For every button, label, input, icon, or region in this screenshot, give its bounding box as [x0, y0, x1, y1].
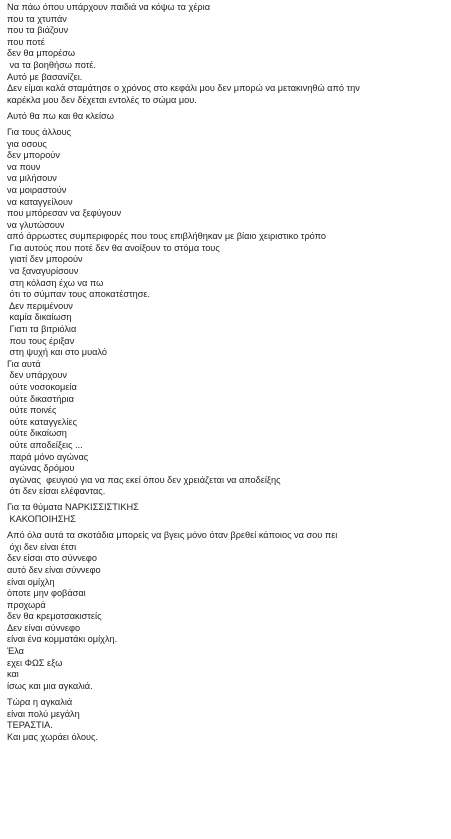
text-line: δεν μπορούν [7, 150, 60, 161]
paragraph [7, 111, 445, 123]
text-line: να πουν [7, 161, 41, 172]
text-line: Δεν είναι σύννεφο [7, 622, 81, 633]
text-line: να τα βοηθήσω ποτέ. [7, 59, 96, 70]
text-line: καμία δικαίωση [7, 312, 72, 323]
paragraph [7, 530, 445, 692]
text-line: να μιλήσουν [7, 173, 57, 184]
text-line: Έλα [7, 646, 24, 657]
text-line: αυτό δεν είναι σύννεφο [7, 564, 101, 575]
text-line: Για αυτά [7, 358, 41, 369]
text-line: Γιατι τα βιτριόλια [7, 324, 77, 335]
text-line: Και μας χωράει όλους. [7, 731, 98, 742]
text-line: γιατί δεν μπορούν [7, 254, 83, 265]
text-line: είναι ομίχλη [7, 576, 55, 587]
text-line: ούτε αποδείξεις ... [7, 439, 83, 450]
text-line: αγώνας δρόμου [7, 463, 75, 474]
text-line: ούτε ποινές [7, 405, 57, 416]
text-line: για οσους [7, 138, 47, 149]
text-line: προχωρά [7, 599, 46, 610]
text-line: να ξαναγυρίσουν [7, 266, 79, 277]
text-line: στη ψυχή και στο μυαλό [7, 347, 107, 358]
text-line: που ποτέ [7, 36, 45, 47]
text-line: Δεν περιμένουν [7, 300, 73, 311]
text-line: που τα βιάζουν [7, 25, 69, 36]
text-line: εχει ΦΩΣ εξω [7, 657, 63, 668]
text-line: Για αυτούς που ποτέ δεν θα ανοίξουν το στόμα τους [7, 242, 220, 253]
text-line: να γλυτώσουν [7, 219, 65, 230]
text-line: καρέκλα μου δεν δέχεται εντολές το σώμα μου. [7, 94, 197, 105]
text-line: που τα χτυπάν [7, 13, 67, 24]
text-line: δεν θα μπορέσω [7, 48, 76, 59]
text-line: δεν θα κρεμοτσακιστείς [7, 611, 102, 622]
paragraph [7, 127, 445, 498]
paragraph [7, 502, 445, 525]
paragraph [7, 697, 445, 743]
text-line: ούτε δικαστήρια [7, 393, 74, 404]
text-line: παρά μόνο αγώνας [7, 451, 89, 462]
text-line: Δεν είμαι καλά σταμάτησε ο χρόνος στο κεφάλι μου δεν μπορώ να μετακινηθώ από την [7, 83, 360, 94]
text-line: να μοιραστούν [7, 184, 67, 195]
text-line: αγώνας φευγιού για να πας εκεί όπου δεν χρειάζεται να αποδείξης [7, 474, 281, 485]
text-line: ίσως και μια αγκαλιά. [7, 680, 93, 691]
paragraph [7, 2, 445, 106]
text-line: από άρρωστες συμπεριφορές που τους επιβλήθηκαν με βίαιο χειριστικο τρόπο [7, 231, 326, 242]
text-line: Από όλα αυτά τα σκοτάδια μπορείς να βγεις μόνο όταν βρεθεί κάποιος να σου πει [7, 530, 338, 541]
text-line: δεν υπάρχουν [7, 370, 67, 381]
text-line: να καταγγείλουν [7, 196, 73, 207]
text-line: όχι δεν είναι έτσι [7, 541, 77, 552]
text-line: ούτε δικαίωση [7, 428, 67, 439]
text-line: Για τους άλλους [7, 126, 72, 137]
text-line: και [7, 669, 19, 680]
text-line: όποτε μην φοβάσαι [7, 588, 86, 599]
text-line: ούτε καταγγελίες [7, 416, 78, 427]
text-line: ότι το σύμπαν τους αποκατέστησε. [7, 289, 151, 300]
text-line: που μπόρεσαν να ξεφύγουν [7, 208, 122, 219]
text-line: στη κόλαση έχω να πω [7, 277, 104, 288]
text-line: είναι πολύ μεγάλη [7, 708, 80, 719]
text-line: Αυτό θα πω και θα κλείσω [7, 110, 114, 121]
text-line: Τώρα η αγκαλιά [7, 696, 73, 707]
text-line: που τους έριξαν [7, 335, 75, 346]
text-line: ότι δεν είσαι ελέφαντας. [7, 486, 106, 497]
text-line: ΤΕΡΑΣΤΙΑ. [7, 720, 53, 731]
text-line: Αυτό με βασανίζει. [7, 71, 83, 82]
text-line: ΚΑΚΟΠΟΙΗΣΗΣ [7, 514, 76, 525]
text-line: Να πάω όπου υπάρχουν παιδιά να κόψω τα χέρια [7, 2, 211, 12]
text-line: Για τα θύματα ΝΑΡΚΙΣΣΙΣΤΙΚΗΣ [7, 502, 139, 513]
text-line: ούτε νοσοκομεία [7, 382, 77, 392]
text-line: είναι ένα κομματάκι ομίχλη. [7, 634, 118, 645]
text-line: δεν είσαι στο σύννεφο [7, 553, 97, 564]
